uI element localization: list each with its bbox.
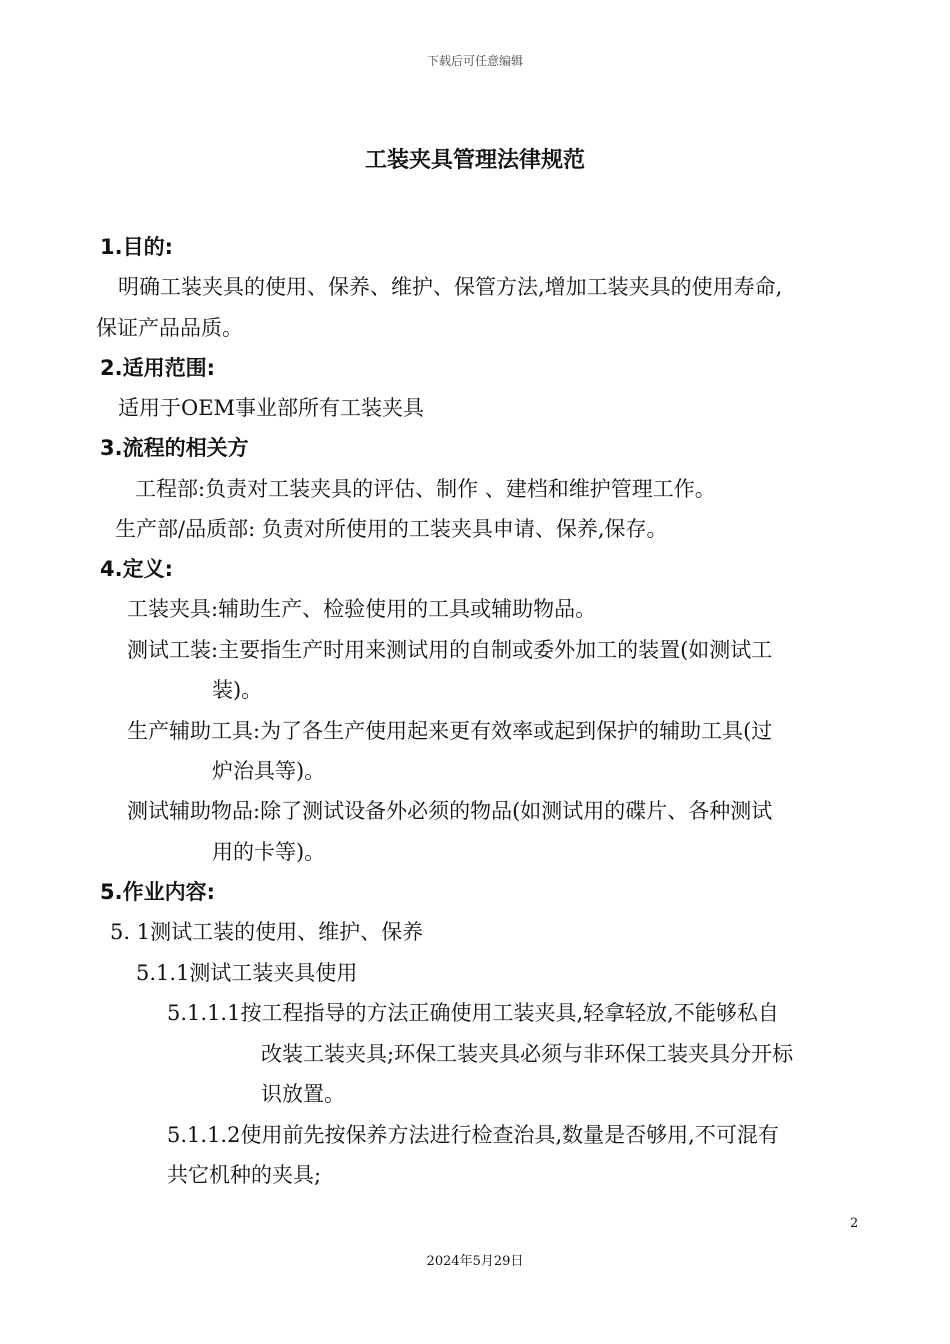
heading-purpose: 1.目的:: [100, 235, 173, 259]
definition-line: 装)。: [212, 678, 263, 702]
section-line: 5.1.1.1按工程指导的方法正确使用工装夹具,轻拿轻放,不能够私自: [167, 1001, 779, 1025]
heading-scope: 2.适用范围:: [100, 356, 215, 380]
body-line: 明确工装夹具的使用、保养、维护、保管方法,增加工装夹具的使用寿命,: [118, 275, 783, 299]
body-line: 适用于OEM事业部所有工装夹具: [118, 396, 425, 420]
definition-line: 测试辅助物品:除了测试设备外必须的物品(如测试用的碟片、各种测试: [127, 799, 773, 823]
body-line: 保证产品品质。: [96, 316, 243, 340]
heading-definitions: 4.定义:: [100, 557, 173, 581]
definition-line: 工装夹具:辅助生产、检验使用的工具或辅助物品。: [127, 597, 597, 621]
body-line: 生产部/品质部: 负责对所使用的工装夹具申请、保养,保存。: [115, 517, 668, 541]
footer-date: 2024年5月29日: [426, 1254, 524, 1269]
body-line: 工程部:负责对工装夹具的评估、制作 、建档和维护管理工作。: [135, 477, 716, 501]
section-line: 改装工装夹具;环保工装夹具必须与非环保工装夹具分开标: [261, 1042, 794, 1066]
definition-line: 生产辅助工具:为了各生产使用起来更有效率或起到保护的辅助工具(过: [127, 719, 773, 743]
section-line: 5.1.1测试工装夹具使用: [136, 961, 358, 985]
definition-line: 测试工装:主要指生产时用来测试用的自制或委外加工的装置(如测试工: [127, 638, 773, 662]
definition-line: 炉治具等)。: [212, 759, 326, 783]
section-line: 5.1.1.2使用前先按保养方法进行检查治具,数量是否够用,不可混有: [167, 1123, 779, 1147]
heading-stakeholders: 3.流程的相关方: [100, 436, 249, 460]
section-line: 5. 1测试工装的使用、维护、保养: [110, 920, 424, 944]
heading-work-content: 5.作业内容:: [100, 880, 215, 904]
section-line: 识放置。: [261, 1082, 345, 1106]
document-title: 工装夹具管理法律规范: [364, 148, 585, 173]
page-number: 2: [850, 1216, 859, 1231]
header-note: 下载后可任意编辑: [426, 54, 523, 68]
section-line: 共它机种的夹具;: [167, 1163, 322, 1187]
definition-line: 用的卡等)。: [212, 840, 326, 864]
